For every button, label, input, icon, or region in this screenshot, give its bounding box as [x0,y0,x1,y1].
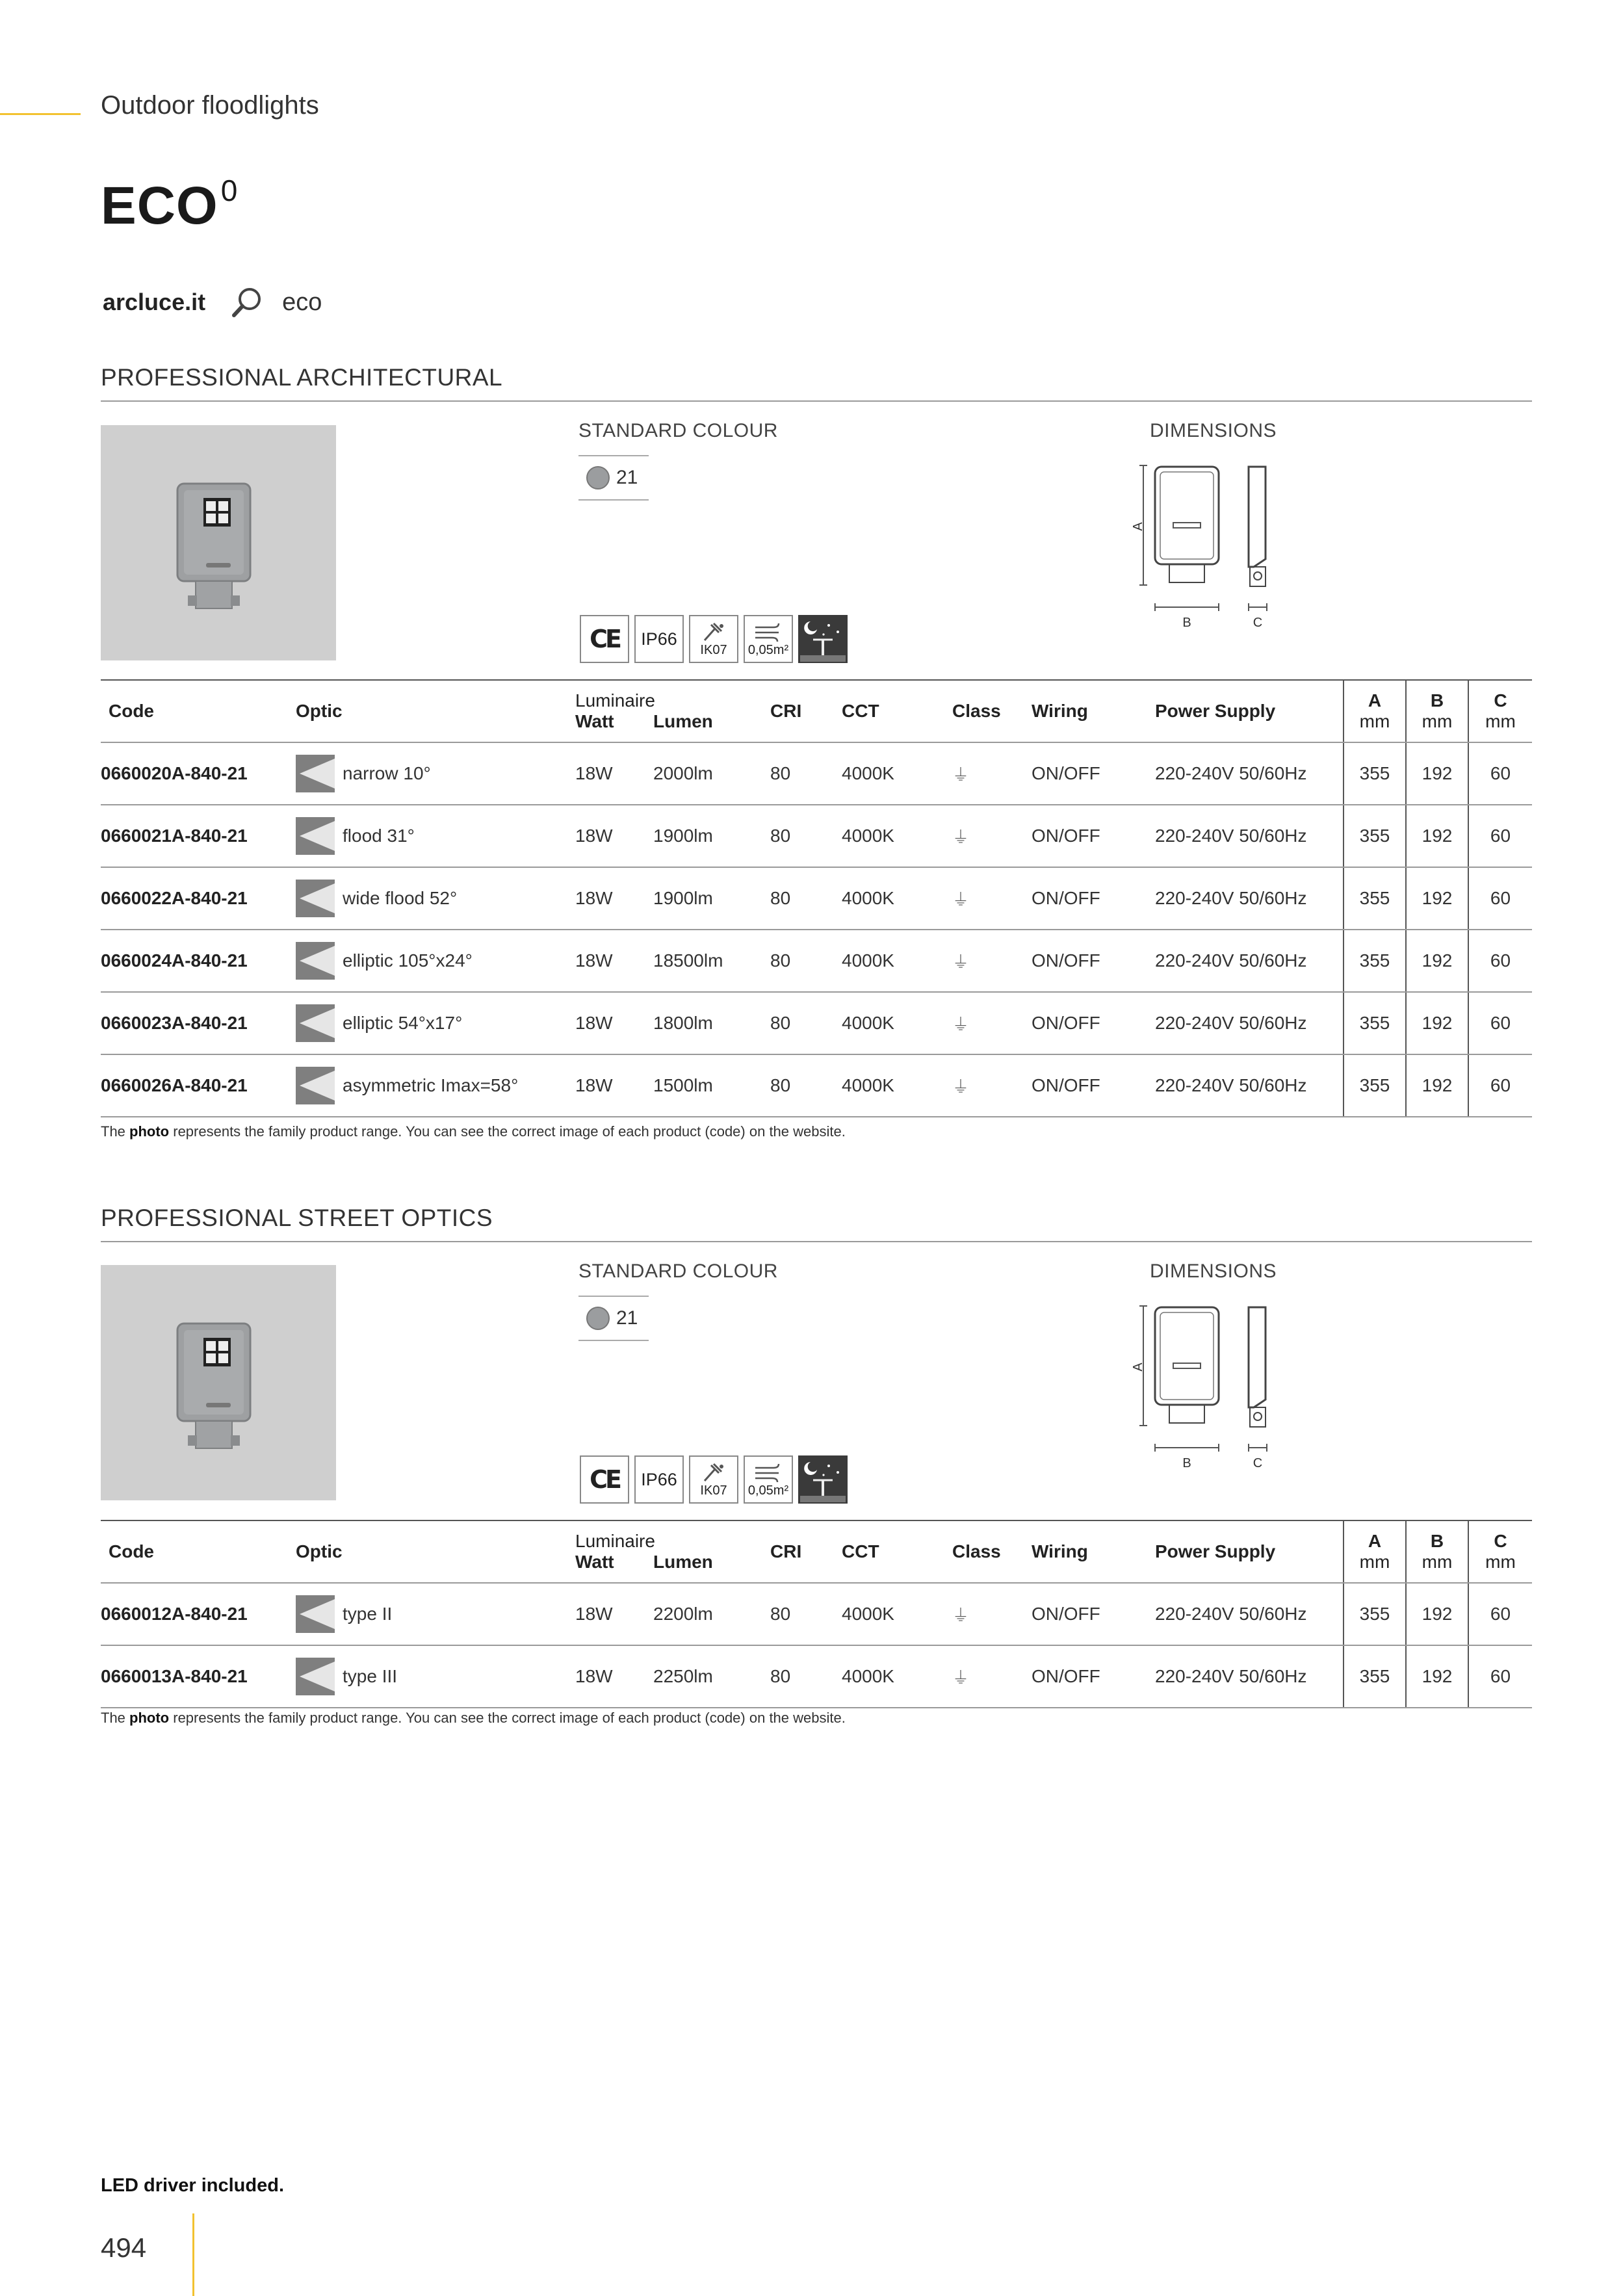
watt-cell: 18W [575,1645,653,1708]
dim-a-cell: 355 [1344,1583,1406,1645]
dim-b-cell: 192 [1406,1645,1468,1708]
class-cell [952,742,1032,805]
product-code[interactable]: 0660013A-840-21 [101,1645,296,1708]
watt-cell: 18W [575,930,653,992]
col-c: C mm [1468,680,1532,742]
lumen-cell: 2200lm [653,1583,770,1645]
impact-rating-icon [689,1455,738,1504]
colour-swatch [578,1296,649,1341]
dimensions-label: DIMENSIONS [1150,420,1277,441]
cct-cell: 4000K [842,992,952,1054]
dim-a-cell: 355 [1344,867,1406,930]
cct-cell: 4000K [842,1645,952,1708]
power-cell: 220-240V 50/60Hz [1155,1054,1344,1117]
dim-c-cell: 60 [1468,1645,1532,1708]
optic-beam-icon [296,1595,335,1633]
dim-b-cell: 192 [1406,1054,1468,1117]
night-sky-icon [798,1455,848,1504]
class-cell [952,930,1032,992]
cri-cell: 80 [770,742,842,805]
dim-b-cell: 192 [1406,930,1468,992]
col-a: A mm [1344,1520,1406,1583]
col-cct: CCT [842,1520,952,1583]
optic-beam-icon [296,1004,335,1042]
ce-mark-icon: CE [580,615,629,663]
cri-cell: 80 [770,992,842,1054]
col-a: A mm [1344,680,1406,742]
spec-table [101,679,1532,1117]
optic-beam-icon [296,942,335,980]
col-power: Power Supply [1155,680,1344,742]
watt-cell: 18W [575,805,653,867]
earth-class-icon: ⏚ [952,828,970,848]
optic-cell [296,805,575,867]
cct-cell: 4000K [842,1054,952,1117]
dim-b-label: B [1182,616,1191,630]
dim-b-cell: 192 [1406,742,1468,805]
class-cell [952,1645,1032,1708]
dim-a-label: A [1131,522,1145,531]
lumen-cell: 2000lm [653,742,770,805]
col-c: C mm [1468,1520,1532,1583]
col-optic: Optic [296,1520,575,1583]
optic-beam-icon [296,755,335,792]
wiring-cell: ON/OFF [1032,805,1155,867]
optic-label: type II [343,1604,393,1624]
dim-c-label: C [1253,1456,1263,1470]
wiring-cell: ON/OFF [1032,1645,1155,1708]
dim-c-cell: 60 [1468,1054,1532,1117]
dim-c-cell: 60 [1468,930,1532,992]
product-code[interactable]: 0660023A-840-21 [101,992,296,1054]
dim-c-cell: 60 [1468,1583,1532,1645]
photo-note: The photo represents the family product range. You can see the correct image of each product (code) on the website. [101,1123,846,1140]
table-header [101,680,1532,742]
power-cell: 220-240V 50/60Hz [1155,1645,1344,1708]
table-header [101,1520,1532,1583]
col-class: Class [952,680,1032,742]
product-code[interactable]: 0660020A-840-21 [101,742,296,805]
optic-beam-icon [296,880,335,917]
power-cell: 220-240V 50/60Hz [1155,930,1344,992]
search-icon[interactable] [229,285,264,320]
power-cell: 220-240V 50/60Hz [1155,805,1344,867]
cri-cell: 80 [770,1583,842,1645]
watt-cell: 18W [575,1054,653,1117]
class-cell [952,1583,1032,1645]
dim-c-cell: 60 [1468,992,1532,1054]
standard-colour-label: STANDARD COLOUR [578,1260,778,1282]
table-row [101,1054,1532,1117]
dim-a-cell: 355 [1344,742,1406,805]
dim-b-cell: 192 [1406,805,1468,867]
table-row [101,1583,1532,1645]
dim-c-cell: 60 [1468,805,1532,867]
wiring-cell: ON/OFF [1032,992,1155,1054]
col-b: B mm [1406,680,1468,742]
cri-cell: 80 [770,930,842,992]
site-search-row [103,285,322,320]
earth-class-icon: ⏚ [952,1077,970,1097]
lumen-cell: 2250lm [653,1645,770,1708]
cct-cell: 4000K [842,1583,952,1645]
dim-a-label: A [1131,1363,1145,1372]
lumen-cell: 1900lm [653,805,770,867]
table-row [101,805,1532,867]
led-driver-note: LED driver included. [101,2175,284,2196]
cct-cell: 4000K [842,930,952,992]
optic-label: flood 31° [343,826,415,846]
col-power: Power Supply [1155,1520,1344,1583]
night-sky-icon [798,615,848,663]
optic-beam-icon [296,1658,335,1695]
dim-b-cell: 192 [1406,992,1468,1054]
dim-c-cell: 60 [1468,867,1532,930]
col-class: Class [952,1520,1032,1583]
dim-a-cell: 355 [1344,1645,1406,1708]
earth-class-icon: ⏚ [952,765,970,785]
power-cell: 220-240V 50/60Hz [1155,742,1344,805]
lumen-cell: 1900lm [653,867,770,930]
optic-cell [296,992,575,1054]
cri-cell: 80 [770,867,842,930]
cri-cell: 80 [770,805,842,867]
col-cri: CRI [770,680,842,742]
class-cell [952,1054,1032,1117]
wiring-cell: ON/OFF [1032,1583,1155,1645]
earth-class-icon: ⏚ [952,1015,970,1035]
wind-label: 0,05m² [747,1483,789,1498]
dim-a-cell: 355 [1344,1054,1406,1117]
lumen-cell: 18500lm [653,930,770,992]
ce-mark-icon: CE [580,1455,629,1504]
accent-line [192,2213,194,2296]
cct-cell: 4000K [842,805,952,867]
colour-dot [586,466,610,489]
optic-cell [296,1583,575,1645]
optic-cell [296,1054,575,1117]
colour-swatch [578,455,649,501]
search-term: eco [282,288,322,316]
colour-dot [586,1307,610,1330]
optic-label: asymmetric Imax=58° [343,1075,519,1095]
table-row [101,1645,1532,1708]
wind-label: 0,05m² [747,642,789,657]
cct-cell: 4000K [842,742,952,805]
dim-c-label: C [1253,616,1263,630]
col-wiring: Wiring [1032,1520,1155,1583]
col-wiring: Wiring [1032,680,1155,742]
col-cct: CCT [842,680,952,742]
optic-label: elliptic 54°x17° [343,1013,463,1033]
ip-rating-badge: IP66 [634,615,684,663]
dim-b-cell: 192 [1406,1583,1468,1645]
optic-beam-icon [296,817,335,855]
wiring-cell: ON/OFF [1032,1054,1155,1117]
watt-cell: 18W [575,992,653,1054]
watt-cell: 18W [575,742,653,805]
earth-class-icon: ⏚ [952,1668,970,1688]
optic-cell [296,930,575,992]
wiring-cell: ON/OFF [1032,930,1155,992]
class-cell [952,867,1032,930]
section-divider [101,400,1532,402]
class-cell [952,805,1032,867]
section-divider [101,1241,1532,1242]
dim-b-cell: 192 [1406,867,1468,930]
photo-note: The photo represents the family product range. You can see the correct image of each product (code) on the website. [101,1710,846,1726]
product-code[interactable]: 0660021A-840-21 [101,805,296,867]
ip-rating-badge: IP66 [634,1455,684,1504]
cri-cell: 80 [770,1054,842,1117]
cri-cell: 80 [770,1645,842,1708]
optic-label: wide flood 52° [343,888,458,908]
wind-area-icon [744,1455,793,1504]
product-photo [101,425,336,660]
category-title: Outdoor floodlights [101,91,319,120]
product-code[interactable]: 0660022A-840-21 [101,867,296,930]
impact-rating-icon [689,615,738,663]
dim-a-cell: 355 [1344,992,1406,1054]
page-number: 494 [101,2232,147,2263]
wiring-cell: ON/OFF [1032,867,1155,930]
col-optic: Optic [296,680,575,742]
certifications [580,615,848,663]
table-body [101,1583,1532,1708]
power-cell: 220-240V 50/60Hz [1155,867,1344,930]
product-title: ECO$^0$ [101,174,239,235]
section-street-optics [101,1205,1532,1726]
earth-class-icon: ⏚ [952,890,970,910]
dim-a-cell: 355 [1344,805,1406,867]
product-code[interactable]: 0660024A-840-21 [101,930,296,992]
product-photo [101,1265,336,1500]
power-cell: 220-240V 50/60Hz [1155,1583,1344,1645]
earth-class-icon: ⏚ [952,1606,970,1626]
table-row [101,992,1532,1054]
accent-line [0,113,81,115]
watt-cell: 18W [575,1583,653,1645]
cct-cell: 4000K [842,867,952,930]
optic-cell [296,1645,575,1708]
dimensions-drawing [1115,462,1310,637]
product-code[interactable]: 0660026A-840-21 [101,1054,296,1117]
optic-cell [296,867,575,930]
dim-c-cell: 60 [1468,742,1532,805]
ik-label: IK07 [700,642,727,657]
table-row [101,742,1532,805]
optic-beam-icon [296,1067,335,1104]
col-cri: CRI [770,1520,842,1583]
colour-code: 21 [616,467,638,488]
table-row [101,867,1532,930]
wind-area-icon [744,615,793,663]
colour-code: 21 [616,1307,638,1329]
col-b: B mm [1406,1520,1468,1583]
dim-b-label: B [1182,1456,1191,1470]
lumen-cell: 1500lm [653,1054,770,1117]
col-code: Code [101,1520,296,1583]
class-cell [952,992,1032,1054]
standard-colour-label: STANDARD COLOUR [578,420,778,441]
wiring-cell: ON/OFF [1032,742,1155,805]
section-title: PROFESSIONAL ARCHITECTURAL [101,364,503,391]
earth-class-icon: ⏚ [952,952,970,972]
col-code: Code [101,680,296,742]
certifications [580,1455,848,1504]
optic-label: narrow 10° [343,763,431,783]
optic-label: type III [343,1666,398,1686]
optic-label: elliptic 105°x24° [343,950,473,971]
site-url[interactable]: arcluce.it [103,289,206,315]
ik-label: IK07 [700,1483,727,1498]
product-code[interactable]: 0660012A-840-21 [101,1583,296,1645]
optic-cell [296,742,575,805]
watt-cell: 18W [575,867,653,930]
dim-a-cell: 355 [1344,930,1406,992]
section-architectural [101,364,1532,1140]
spec-table [101,1520,1532,1708]
dimensions-drawing [1115,1302,1310,1478]
table-body [101,742,1532,1117]
col-luminaire: Luminaire Watt Lumen [575,680,770,742]
section-title: PROFESSIONAL STREET OPTICS [101,1205,493,1231]
table-row [101,930,1532,992]
lumen-cell: 1800lm [653,992,770,1054]
power-cell: 220-240V 50/60Hz [1155,992,1344,1054]
dimensions-label: DIMENSIONS [1150,1260,1277,1282]
col-luminaire: Luminaire Watt Lumen [575,1520,770,1583]
